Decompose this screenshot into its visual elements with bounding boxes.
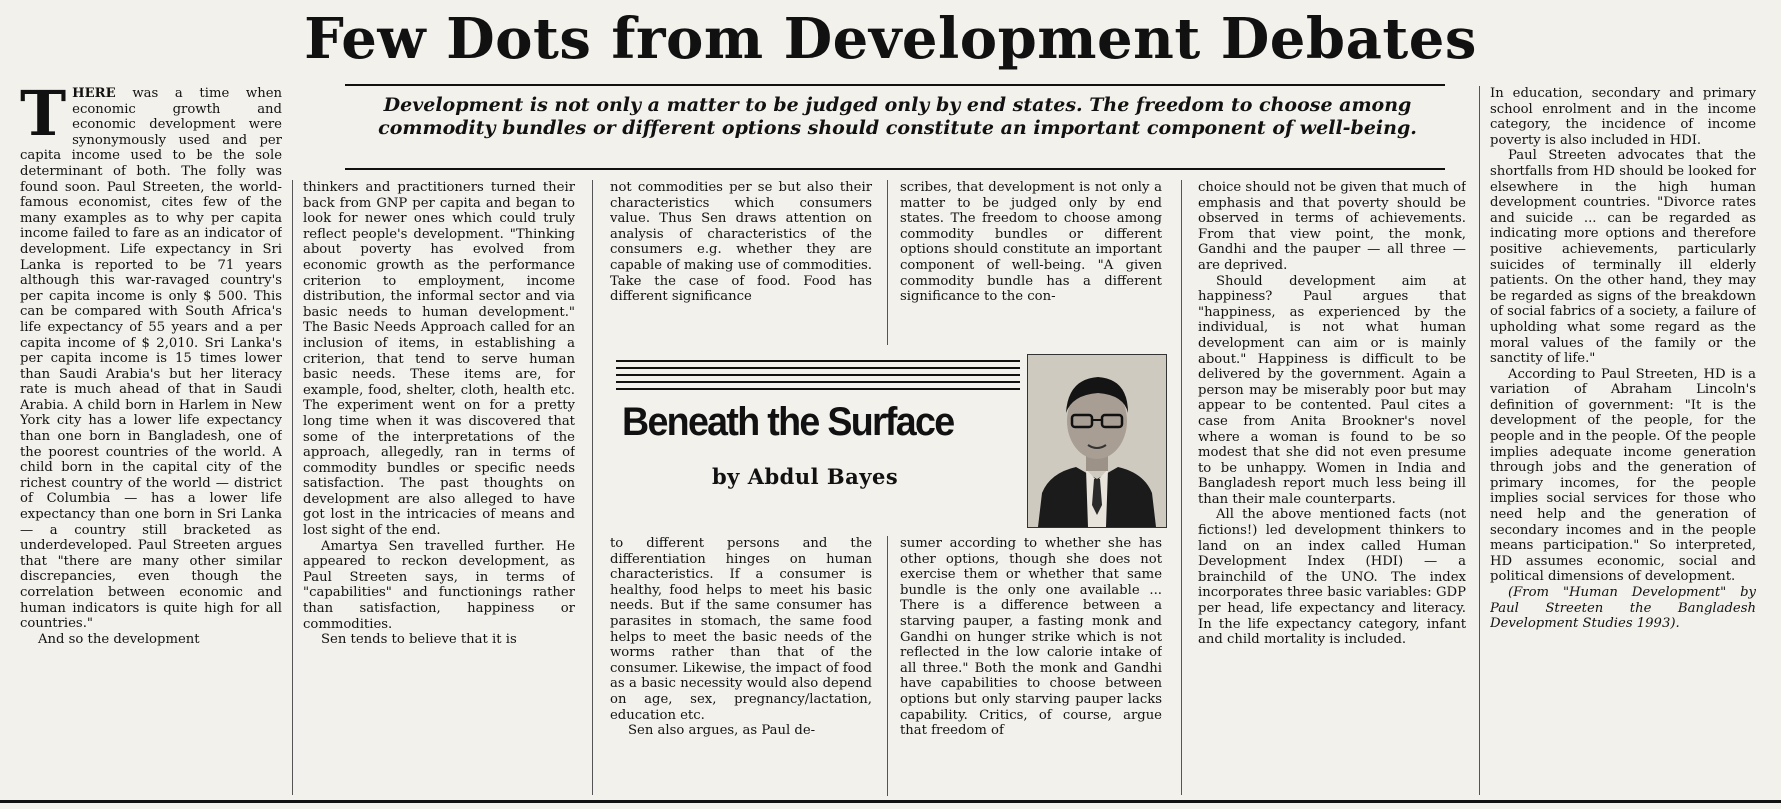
article-column-4-bottom: [900, 536, 1162, 798]
column-divider: [592, 180, 593, 795]
column-divider: [887, 536, 888, 796]
lead-paragraph: [20, 86, 282, 632]
article-column-1: [20, 86, 282, 798]
column-divider: [887, 180, 888, 345]
paragraph: Sen tends to believe that it is: [321, 632, 517, 648]
column-divider: [292, 180, 293, 795]
headline: Few Dots from Development Debates: [304, 6, 1477, 72]
author-portrait-icon: [1027, 354, 1167, 528]
bottom-rule: [0, 800, 1781, 803]
column-title: Beneath the Surface: [622, 400, 954, 444]
byline: by Abdul Bayes: [712, 464, 899, 489]
paragraph: Amartya Sen travelled further. He appeared to reckon development, as Paul Streeten says, in terms of "capabilities" and functionings rather than satisfaction, happiness or commodities.: [303, 538, 575, 632]
lead-text: was a time when economic growth and economic development were synonymously used and per capita income used to be the sole determinant of both. The folly was found soon. Paul Streeten, the world-famous economist, cites few of the many examples as to why per capita income failed to fare as an indicator of development. Life expectancy in Sri Lanka is reported to be 71 years although this war-ravaged country's per capita income is only $ 500. This can be compared with South Africa's life expectancy of 55 years and a per capita income of $ 2,010. Sri Lanka's per capita income is 15 times lower than Saudi Arabia's but her literacy rate is much ahead of that in Saudi Arabia. A child born in Harlem in New York city has a lower life expectancy than one born in Bangladesh, one of the poorest countries of the world. A child born in the capital city of the richest country of the world — district of Columbia — has a lower life expectancy than one born in Sri Lanka — a country still bracketed as underdeveloped. Paul Streeten argues that "there are many other similar discrepancies, even though the correlation between economic and human indicators is quite high for all countries.": [20, 86, 282, 632]
column-divider: [1181, 180, 1182, 795]
article-column-6: [1490, 86, 1756, 798]
column-logo-box: [612, 352, 1167, 527]
article-column-2: [303, 180, 575, 798]
column-divider: [1479, 86, 1480, 795]
paragraph: to different persons and the differentiation hinges on human characteristics. If a consumer is healthy, food helps to meet his basic needs. But if the same consumer has parasites in stomach, the same food helps to meet the basic needs of the worms rather than that of the consumer. Likewise, the impact of food as a basic necessity would also depend on age, sex, pregnancy/lactation, education etc.: [610, 536, 872, 723]
decorative-lines: [616, 360, 1020, 395]
paragraph: scribes, that development is not only a matter to be judged only by end states. The freedom to choose among commodity bundles or different options should constitute an important component of well-being. "A given commodity bundle has a different significance to the con-: [900, 180, 1162, 305]
deck-top-rule: [345, 84, 1445, 86]
paragraph: Sen also argues, as Paul de-: [628, 723, 816, 739]
article-column-4-top: [900, 180, 1162, 344]
paragraph: In education, secondary and primary school enrolment and in the income category, the incidence of income poverty is also included in HDI.: [1490, 86, 1756, 148]
deck-bottom-rule: [345, 168, 1445, 170]
drop-cap: T: [20, 86, 67, 150]
lead-caps: HERE: [72, 86, 116, 101]
paragraph: Should development aim at happiness? Paul argues that "happiness, as experienced by the individual, is not what human development can aim or is mainly about." Happiness is difficult to be delivered by the government. Again a person may be miserably poor but may appear to be contented. Paul cites a case from Anita Brookner's novel where a woman is found to be so modest that she did not even presume to be unhappy. Women in India and Bangladesh report much less being ill than their male counterparts.: [1198, 273, 1466, 507]
paragraph: Paul Streeten advocates that the shortfalls from HD should be looked for elsewhere in the high human development countries. "Divorce rates and suicide ... can be regarded as indicating more options and therefore positive achievements, particularly suicides of terminally ill elderly patients. On the other hand, they may be regarded as signs of the breakdown of social fabrics of a society, a failure of upholding what some regard as the moral values of the family or the sanctity of life.": [1490, 148, 1756, 367]
paragraph: According to Paul Streeten, HD is a variation of Abraham Lincoln's definition of government: "It is the development of the people, for the people and in the people. Of the people implies adequate income generation through jobs and the generation of primary incomes, for the people implies social services for those who need help and the generation of secondary incomes and in the people means participation." So interpreted, HD assumes economic, social and political dimensions of development.: [1490, 366, 1756, 585]
paragraph: sumer according to whether she has other options, though she does not exercise them or whether that same bundle is the only one available ... There is a difference between a starving pauper, a fasting monk and Gandhi on hunger strike which is not reflected in the low calorie intake of all three." Both the monk and Gandhi have capabilities to choose between options but only starving pauper lacks capability. Critics, of course, argue that freedom of: [900, 536, 1162, 739]
article-column-5: [1198, 180, 1466, 798]
paragraph: not commodities per se but also their characteristics which consumers value. Thus Sen draws attention on analysis of characteristics of the consumers e.g. whether they are capable of making use of commodities. Take the case of food. Food has different significance: [610, 180, 872, 305]
paragraph: thinkers and practitioners turned their back from GNP per capita and began to look for newer ones which could truly reflect people's development. "Thinking about poverty has evolved from economic growth as the performance criterion to employment, income distribution, the informal sector and via basic needs to human development." The Basic Needs Approach called for an inclusion of items, in establishing a criterion, that tend to serve human basic needs. These items are, for example, food, shelter, cloth, health etc. The experiment went on for a pretty long time when it was discovered that some of the interpretations of the approach, allegedly, ran in terms of commodity bundles or specific needs satisfaction. The past thoughts on development are also alleged to have got lost in the intricacies of means and lost sight of the end.: [303, 180, 575, 539]
paragraph: And so the development: [38, 631, 200, 647]
article-column-3-bottom: [610, 536, 872, 798]
paragraph: All the above mentioned facts (not fictions!) led development thinkers to land on an index called Human Development Index (HDI) — a brainchild of the UNO. The index incorporates three basic variables: GDP per head, life expectancy and literacy. In the life expectancy category, infant and child mortality is included.: [1198, 507, 1466, 648]
source-credit: (From "Human Development" by Paul Streeten the Bangladesh Development Studies 1993).: [1490, 585, 1756, 632]
deck: Development is not only a matter to be judged only by end states. The freedom to choose among commodity bundles or different options should constitute an important component of well-being.: [378, 94, 1417, 139]
article-column-3-top: [610, 180, 872, 344]
paragraph: choice should not be given that much of emphasis and that poverty should be observed in terms of achievements. From that view point, the monk, Gandhi and the pauper — all three — are deprived.: [1198, 180, 1466, 273]
